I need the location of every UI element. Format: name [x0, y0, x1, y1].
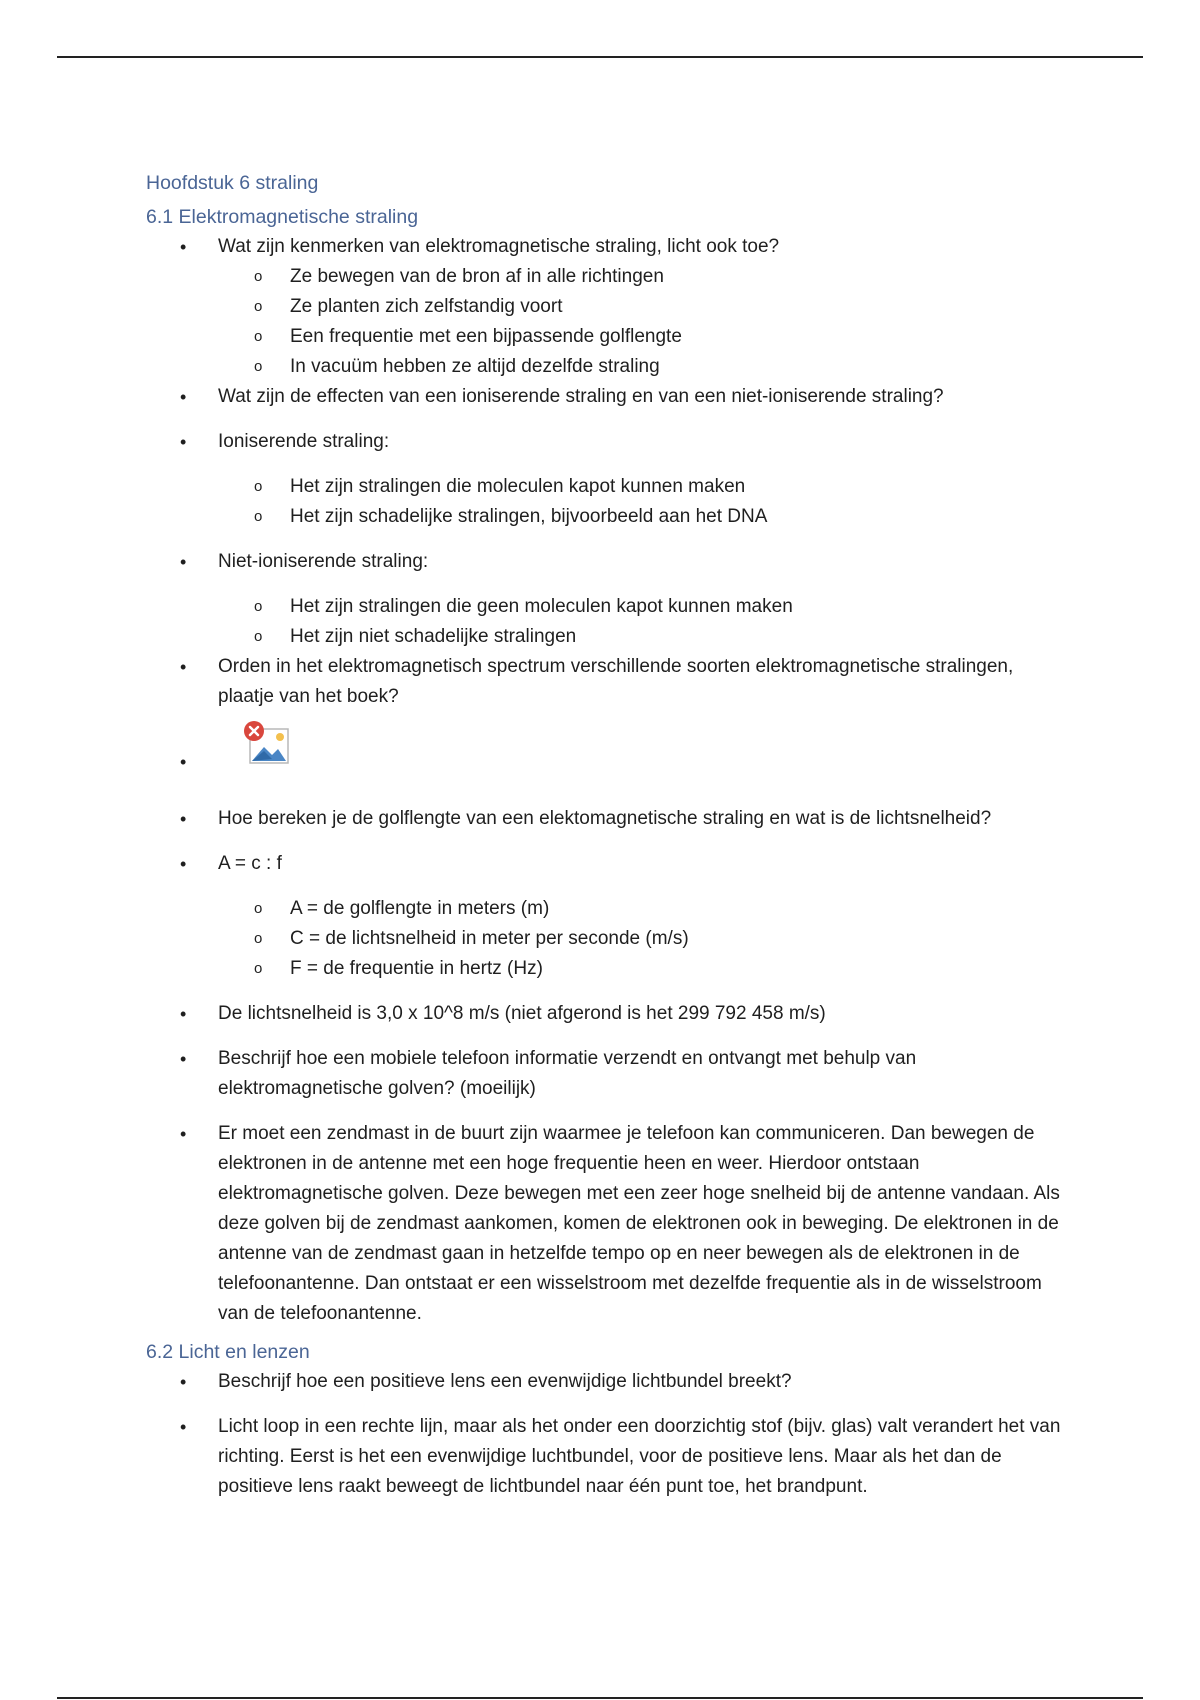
question-text: Orden in het elektromagnetisch spectrum verschillende soorten elektromagnetische stralingen, plaatje van het boek? [218, 656, 1014, 707]
list-item [146, 1119, 1066, 1329]
list-item [146, 1367, 1066, 1397]
section-title-6-1: 6.1 Elektromagnetische straling [146, 206, 419, 228]
sub-item-text: Het zijn stralingen die moleculen kapot kunnen maken [290, 476, 746, 497]
sub-list-item [146, 472, 1066, 502]
sub-list-item [146, 502, 1066, 532]
list-item [146, 999, 1066, 1029]
sub-item-text: Het zijn schadelijke stralingen, bijvoorbeeld aan het DNA [290, 506, 768, 527]
sub-list-item [146, 292, 1066, 322]
sub-list-item [146, 592, 1066, 622]
list-item [146, 652, 1066, 712]
list-item-image [146, 727, 1066, 789]
list-item [146, 1412, 1066, 1502]
sub-item-text: A = de golflengte in meters (m) [290, 898, 550, 919]
section-6-2-list [146, 1367, 1066, 1502]
sub-list-item [146, 322, 1066, 352]
list-item [146, 804, 1066, 834]
question-text: Beschrijf hoe een mobiele telefoon informatie verzendt en ontvangt met behulp van elektromagnetische golven? (moeilijk) [218, 1048, 917, 1099]
label-text: Niet-ioniserende straling: [218, 551, 429, 572]
sub-list-item [146, 954, 1066, 984]
list-item [146, 1044, 1066, 1104]
question-text: Wat zijn kenmerken van elektromagnetische straling, licht ook toe? [218, 236, 780, 257]
sub-list-item [146, 352, 1066, 382]
sub-item-text: Ze bewegen van de bron af in alle richtingen [290, 266, 664, 287]
document-body [146, 168, 1066, 1502]
sub-list-item [146, 924, 1066, 954]
chapter-title: Hoofdstuk 6 straling [146, 172, 319, 194]
list-item [146, 382, 1066, 412]
sub-item-text: Het zijn niet schadelijke stralingen [290, 626, 577, 647]
list-item [146, 849, 1066, 879]
sub-list-item [146, 622, 1066, 652]
answer-text: De lichtsnelheid is 3,0 x 10^8 m/s (niet afgerond is het 299 792 458 m/s) [218, 1003, 826, 1024]
question-text: Beschrijf hoe een positieve lens een evenwijdige lichtbundel breekt? [218, 1371, 792, 1392]
answer-text: Er moet een zendmast in de buurt zijn waarmee je telefoon kan communiceren. Dan bewegen de elektronen in de antenne met een hoge frequentie heen en weer. Hierdoor ontstaan elektromagnetische golven. Deze bewegen met een zeer hoge snelheid bij de antenne vandaan. Als deze golven bij de zendmast aankomen, komen de elektronen ook in beweging. De elektronen in de antenne van de zendmast gaan in hetzelfde tempo op en neer bewegen als de elektronen in de telefoonantenne. Dan ontstaat er een wisselstroom met dezelfde frequentie als in de wisselstroom van de telefoonantenne. [218, 1123, 1060, 1324]
list-item [146, 232, 1066, 262]
question-text: Hoe bereken je de golflengte van een elektomagnetische straling en wat is de lichtsnelheid? [218, 808, 992, 829]
section-6-1-list [146, 232, 1066, 1329]
sub-item-text: Het zijn stralingen die geen moleculen kapot kunnen maken [290, 596, 793, 617]
header-rule [57, 56, 1143, 58]
label-text: Ioniserende straling: [218, 431, 390, 452]
sub-list-item [146, 262, 1066, 292]
answer-text: Licht loop in een rechte lijn, maar als het onder een doorzichtig stof (bijv. glas) valt verandert het van richting. Eerst is het een evenwijdige luchtbundel, voor de positieve lens. Maar als het dan de positieve lens raakt beweegt de lichtbundel naar één punt toe, het brandpunt. [218, 1416, 1061, 1497]
sub-item-text: Ze planten zich zelfstandig voort [290, 296, 563, 317]
sub-item-text: C = de lichtsnelheid in meter per seconde (m/s) [290, 928, 689, 949]
sub-list-item [146, 894, 1066, 924]
sub-item-text: F = de frequentie in hertz (Hz) [290, 958, 543, 979]
sub-item-text: Een frequentie met een bijpassende golflengte [290, 326, 682, 347]
footer-rule [57, 1697, 1143, 1699]
list-item [146, 427, 1066, 457]
section-title-6-2: 6.2 Licht en lenzen [146, 1341, 310, 1363]
sub-item-text: In vacuüm hebben ze altijd dezelfde straling [290, 356, 660, 377]
broken-image-icon [242, 719, 290, 767]
question-text: Wat zijn de effecten van een ioniserende straling en van een niet-ioniserende straling? [218, 386, 944, 407]
formula-text: A = c : f [218, 853, 282, 874]
list-item [146, 547, 1066, 577]
